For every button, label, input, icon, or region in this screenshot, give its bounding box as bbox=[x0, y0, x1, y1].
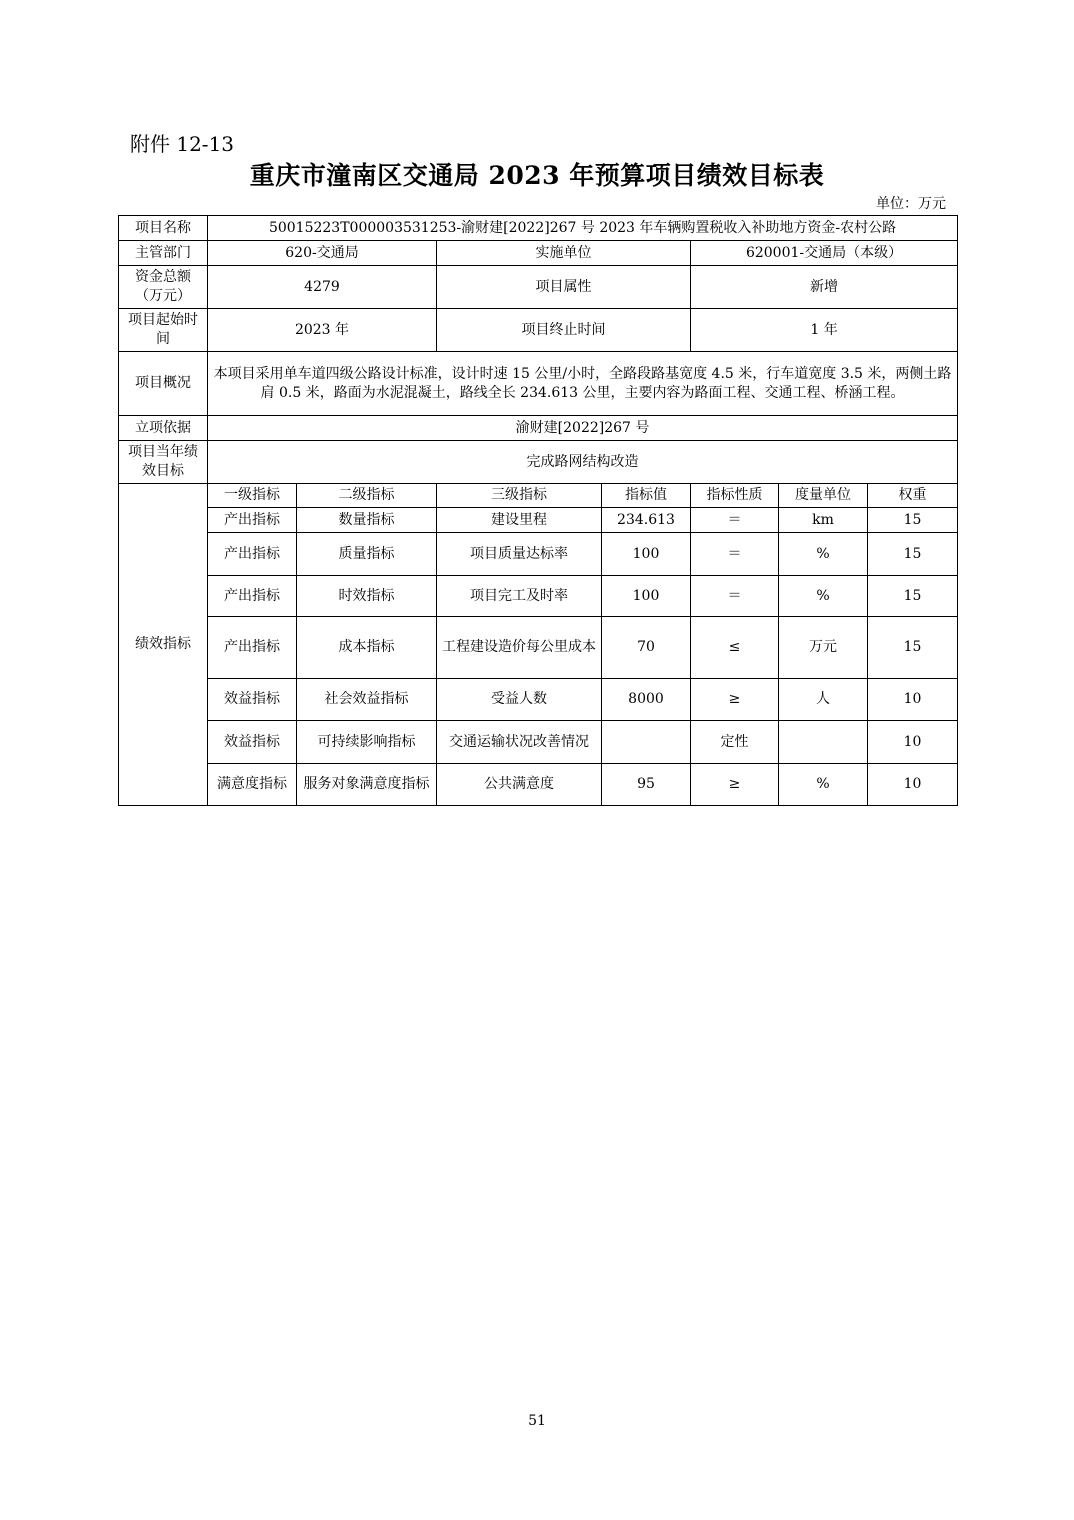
document-title: 重庆市潼南区交通局 2023 年预算项目绩效目标表 bbox=[249, 161, 825, 190]
level1-cell: 产出指标 bbox=[208, 533, 297, 576]
fund-total-label: 资金总额（万元） bbox=[119, 266, 208, 309]
level1-cell: 满意度指标 bbox=[208, 764, 297, 806]
level2-cell: 时效指标 bbox=[297, 576, 437, 617]
implementing-unit-label: 实施单位 bbox=[437, 241, 691, 266]
weight-cell: 15 bbox=[868, 508, 958, 533]
column-header: 一级指标 bbox=[208, 484, 297, 508]
nature-cell: ≥ bbox=[691, 679, 779, 721]
nature-cell: ＝ bbox=[691, 576, 779, 617]
level2-cell: 可持续影响指标 bbox=[297, 721, 437, 764]
level2-cell: 社会效益指标 bbox=[297, 679, 437, 721]
department-value: 620-交通局 bbox=[208, 241, 437, 266]
overview-row bbox=[119, 352, 958, 416]
level3-cell: 建设里程 bbox=[437, 508, 602, 533]
indicator-row bbox=[119, 617, 958, 679]
overview-value: 本项目采用单车道四级公路设计标准，设计时速 15 公里/小时，全路段路基宽度 4.5 米，行车道宽度 3.5 米，两侧土路肩 0.5 米，路面为水泥混凝土，路线全长 234.613 公里，主要内容为路面工程、交通工程、桥涵工程。 bbox=[208, 352, 958, 416]
end-time-value: 1 年 bbox=[691, 309, 958, 352]
nature-cell: ＝ bbox=[691, 508, 779, 533]
nature-cell: ≤ bbox=[691, 617, 779, 679]
basis-value: 渝财建[2022]267 号 bbox=[208, 416, 958, 441]
unit-cell bbox=[779, 721, 868, 764]
weight-cell: 15 bbox=[868, 533, 958, 576]
project-name-label: 项目名称 bbox=[119, 216, 208, 241]
page-number: 51 bbox=[528, 1413, 546, 1429]
column-header: 三级指标 bbox=[437, 484, 602, 508]
fund-total-value: 4279 bbox=[208, 266, 437, 309]
nature-cell: ≥ bbox=[691, 764, 779, 806]
level3-cell: 交通运输状况改善情况 bbox=[437, 721, 602, 764]
value-cell: 70 bbox=[602, 617, 691, 679]
annual-goal-value: 完成路网结构改造 bbox=[208, 441, 958, 484]
indicator-row bbox=[119, 764, 958, 806]
level1-cell: 效益指标 bbox=[208, 679, 297, 721]
performance-target-table bbox=[118, 215, 958, 806]
value-cell: 8000 bbox=[602, 679, 691, 721]
value-cell: 95 bbox=[602, 764, 691, 806]
unit-cell: % bbox=[779, 764, 868, 806]
level1-cell: 产出指标 bbox=[208, 576, 297, 617]
weight-cell: 10 bbox=[868, 764, 958, 806]
indicator-row bbox=[119, 721, 958, 764]
column-header: 指标性质 bbox=[691, 484, 779, 508]
start-time-label: 项目起始时间 bbox=[119, 309, 208, 352]
attachment-label: 附件 12-13 bbox=[130, 132, 235, 156]
value-cell: 100 bbox=[602, 533, 691, 576]
level2-cell: 质量指标 bbox=[297, 533, 437, 576]
level2-cell: 数量指标 bbox=[297, 508, 437, 533]
weight-cell: 10 bbox=[868, 679, 958, 721]
column-header: 度量单位 bbox=[779, 484, 868, 508]
project-attribute-value: 新增 bbox=[691, 266, 958, 309]
unit-cell: km bbox=[779, 508, 868, 533]
overview-label: 项目概况 bbox=[119, 352, 208, 416]
annual-goal-row bbox=[119, 441, 958, 484]
unit-cell: % bbox=[779, 576, 868, 617]
level2-cell: 服务对象满意度指标 bbox=[297, 764, 437, 806]
value-cell: 100 bbox=[602, 576, 691, 617]
level1-cell: 产出指标 bbox=[208, 617, 297, 679]
level3-cell: 工程建设造价每公里成本 bbox=[437, 617, 602, 679]
value-cell bbox=[602, 721, 691, 764]
end-time-label: 项目终止时间 bbox=[437, 309, 691, 352]
indicator-row bbox=[119, 576, 958, 617]
unit-cell: 人 bbox=[779, 679, 868, 721]
unit-label: 单位：万元 bbox=[876, 196, 946, 212]
period-row bbox=[119, 309, 958, 352]
performance-indicators-label: 绩效指标 bbox=[119, 484, 208, 806]
indicator-header-row bbox=[119, 484, 958, 508]
weight-cell: 10 bbox=[868, 721, 958, 764]
indicator-row bbox=[119, 679, 958, 721]
weight-cell: 15 bbox=[868, 617, 958, 679]
basis-row bbox=[119, 416, 958, 441]
column-header: 权重 bbox=[868, 484, 958, 508]
level2-cell: 成本指标 bbox=[297, 617, 437, 679]
nature-cell: 定性 bbox=[691, 721, 779, 764]
department-label: 主管部门 bbox=[119, 241, 208, 266]
nature-cell: ＝ bbox=[691, 533, 779, 576]
project-name-row bbox=[119, 216, 958, 241]
fund-row bbox=[119, 266, 958, 309]
implementing-unit-value: 620001-交通局（本级） bbox=[691, 241, 958, 266]
start-time-value: 2023 年 bbox=[208, 309, 437, 352]
level1-cell: 产出指标 bbox=[208, 508, 297, 533]
unit-cell: % bbox=[779, 533, 868, 576]
level3-cell: 项目质量达标率 bbox=[437, 533, 602, 576]
project-name-value: 50015223T000003531253-渝财建[2022]267 号 2023 年车辆购置税收入补助地方资金-农村公路 bbox=[208, 216, 958, 241]
basis-label: 立项依据 bbox=[119, 416, 208, 441]
value-cell: 234.613 bbox=[602, 508, 691, 533]
column-header: 指标值 bbox=[602, 484, 691, 508]
level1-cell: 效益指标 bbox=[208, 721, 297, 764]
level3-cell: 公共满意度 bbox=[437, 764, 602, 806]
indicator-row bbox=[119, 533, 958, 576]
column-header: 二级指标 bbox=[297, 484, 437, 508]
level3-cell: 项目完工及时率 bbox=[437, 576, 602, 617]
project-attribute-label: 项目属性 bbox=[437, 266, 691, 309]
department-row bbox=[119, 241, 958, 266]
weight-cell: 15 bbox=[868, 576, 958, 617]
unit-cell: 万元 bbox=[779, 617, 868, 679]
level3-cell: 受益人数 bbox=[437, 679, 602, 721]
indicator-row bbox=[119, 508, 958, 533]
annual-goal-label: 项目当年绩效目标 bbox=[119, 441, 208, 484]
